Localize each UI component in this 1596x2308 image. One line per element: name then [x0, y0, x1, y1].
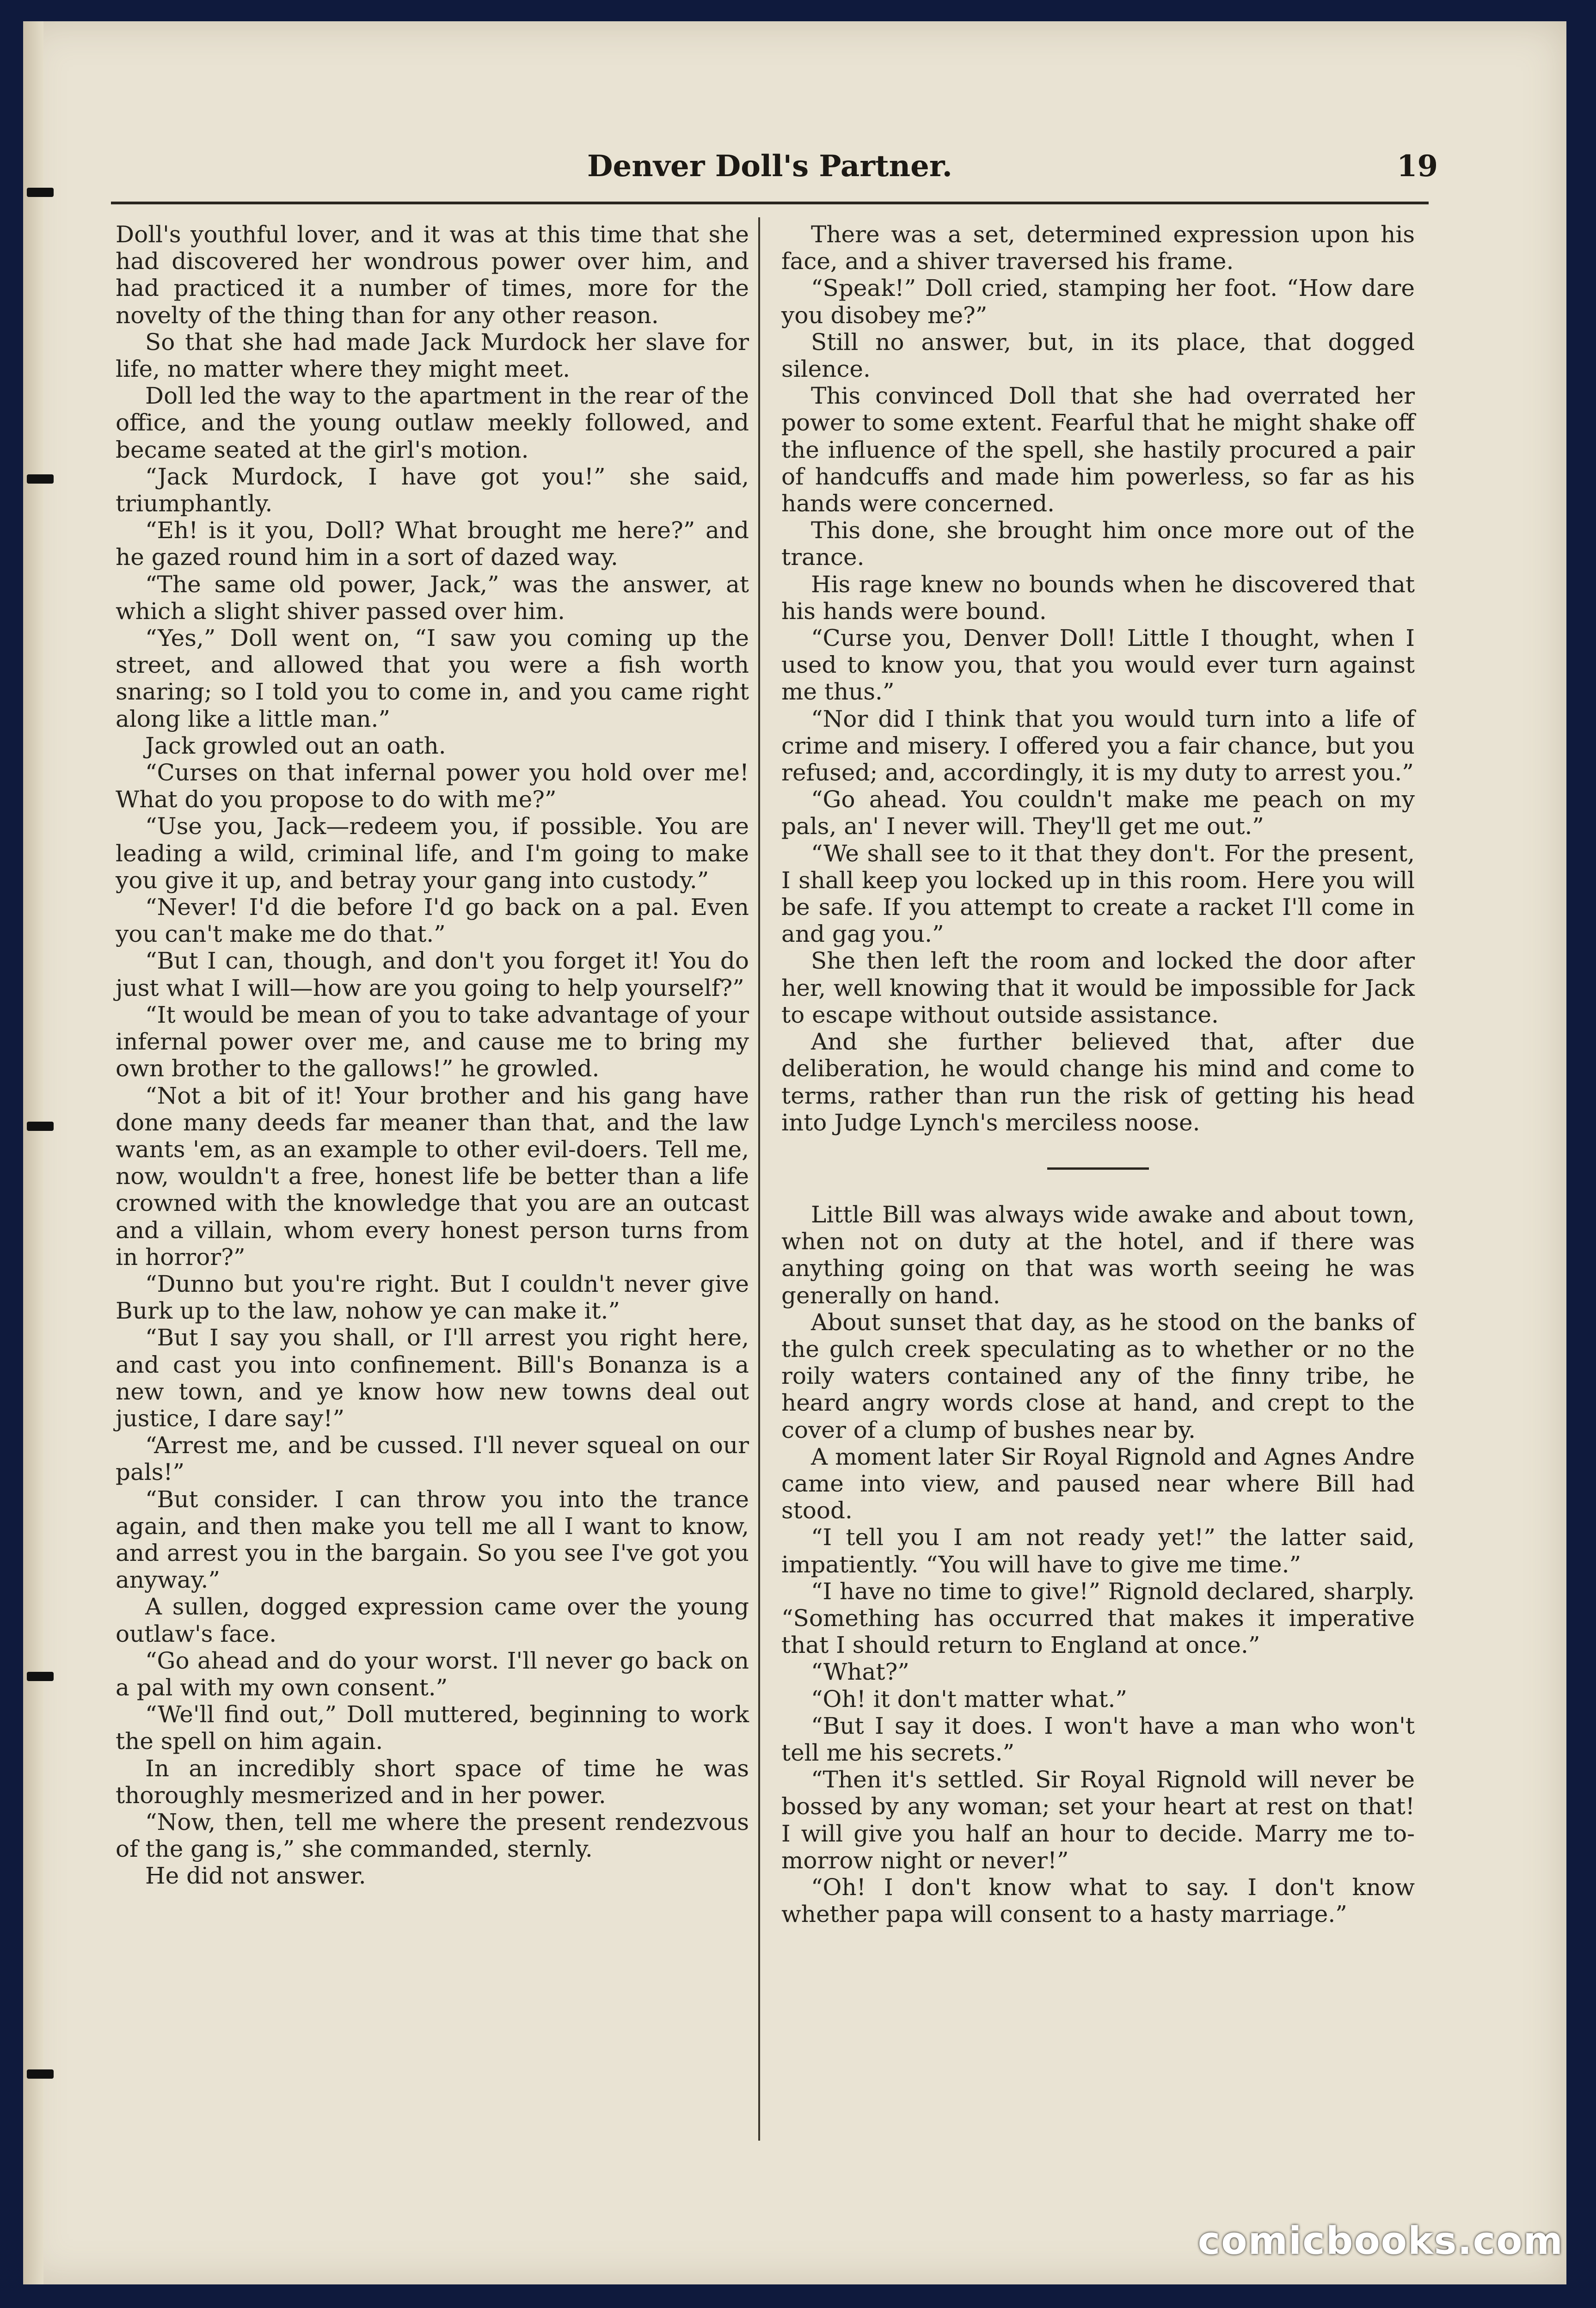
- binding-stitch: [27, 474, 54, 484]
- paragraph: “Not a bit of it! Your brother and his gang have done many deeds far meaner than that, and the law wants 'em, as an example to other evil-doers. Tell me, now, wouldn't a free, honest life be better than a life crowned with the knowledge that you are an outcast and a villain, whom every honest person turns from in horror?”: [116, 1082, 749, 1271]
- paragraph: His rage knew no bounds when he discovered that his hands were bound.: [781, 571, 1415, 625]
- watermark: comicbooks.com: [1197, 2219, 1564, 2263]
- paragraph: “I tell you I am not ready yet!” the latter said, impatiently. “You will have to give me time.”: [781, 1524, 1415, 1578]
- paragraph: “Curse you, Denver Doll! Little I thought, when I used to know you, that you would ever turn against me thus.”: [781, 625, 1415, 706]
- paragraph: Jack growled out an oath.: [145, 732, 446, 759]
- page-spine: [23, 21, 43, 2284]
- paragraph: Little Bill was always wide awake and about town, when not on duty at the hotel, and if there was anything going on that was worth seeing he was generally on hand.: [781, 1201, 1415, 1309]
- paragraph: “It would be mean of you to take advantage of your infernal power over me, and cause me to bring my own brother to the gallows!” he growled.: [116, 1001, 749, 1082]
- paragraph: “But I say it does. I won't have a man who won't tell me his secrets.”: [781, 1712, 1415, 1766]
- paragraph: “Now, then, tell me where the present rendezvous of the gang is,” she commanded, sternly.: [116, 1808, 749, 1863]
- paragraph: “But consider. I can throw you into the trance again, and then make you tell me all I want to know, and arrest you in the bargain. So you see I've got you anyway.”: [116, 1485, 749, 1594]
- paragraph: There was a set, determined expression upon his face, and a shiver traversed his frame.: [781, 221, 1415, 275]
- left-column: [116, 221, 749, 1890]
- binding-stitch: [27, 2069, 54, 2079]
- header-rule: [111, 202, 1429, 204]
- paragraph: “Dunno but you're right. But I couldn't never give Burk up to the law, nohow ye can make it.”: [116, 1270, 749, 1325]
- paragraph: “Nor did I think that you would turn into a life of crime and misery. I offered you a fair chance, but you refused; and, accordingly, it is my duty to arrest you.”: [781, 705, 1415, 786]
- binding-stitch: [27, 1122, 54, 1131]
- paragraph: He did not answer.: [145, 1862, 366, 1890]
- paragraph: So that she had made Jack Murdock her slave for life, no matter where they might meet.: [116, 328, 749, 383]
- right-column-top: [781, 221, 1415, 1136]
- paragraph: “Use you, Jack—redeem you, if possible. You are leading a wild, criminal life, and I'm going to make you give it up, and betray your gang into custody.”: [116, 813, 749, 894]
- paragraph: “Yes,” Doll went on, “I saw you coming up the street, and allowed that you were a fish worth snaring; so I told you to come in, and you came right along like a little man.”: [116, 625, 749, 732]
- paragraph: “Eh! is it you, Doll? What brought me here?” and he gazed round him in a sort of dazed way.: [116, 517, 749, 571]
- paragraph: In an incredibly short space of time he was thoroughly mesmerized and in her power.: [116, 1755, 749, 1809]
- paragraph: “Go ahead and do your worst. I'll never go back on a pal with my own consent.”: [116, 1647, 749, 1701]
- paragraph: “We'll find out,” Doll muttered, beginning to work the spell on him again.: [116, 1701, 749, 1755]
- paragraph: “The same old power, Jack,” was the answer, at which a slight shiver passed over him.: [116, 571, 749, 625]
- paragraph: “I have no time to give!” Rignold declared, sharply. “Something has occurred that makes it imperative that I should return to England at once.”: [781, 1578, 1415, 1659]
- paragraph: Doll's youthful lover, and it was at this time that she had discovered her wondrous power over him, and had practiced it a number of times, more for the novelty of the thing than for any other reason.: [116, 221, 749, 329]
- paragraph: This done, she brought him once more out of the trance.: [781, 517, 1415, 571]
- paragraph: Doll led the way to the apartment in the rear of the office, and the young outlaw meekly followed, and became seated at the girl's motion.: [116, 382, 749, 463]
- paragraph: “We shall see to it that they don't. For the present, I shall keep you locked up in this room. Here you will be safe. If you attempt to create a racket I'll come in and gag you.”: [781, 840, 1415, 948]
- paragraph: “Jack Murdock, I have got you!” she said, triumphantly.: [116, 463, 749, 517]
- paragraph: “Curses on that infernal power you hold over me! What do you propose to do with me?”: [116, 759, 749, 813]
- right-column: [781, 221, 1415, 1927]
- paragraph: A moment later Sir Royal Rignold and Agnes Andre came into view, and paused near where Bill had stood.: [781, 1443, 1415, 1524]
- paragraph: “Arrest me, and be cussed. I'll never squeal on our pals!”: [116, 1432, 749, 1486]
- paragraph: This convinced Doll that she had overrated her power to some extent. Fearful that he might shake off the influence of the spell, she hastily procured a pair of handcuffs and made him powerless, so far as his hands were concerned.: [781, 382, 1415, 517]
- paragraph: “Oh! I don't know what to say. I don't know whether papa will consent to a hasty marriage.”: [781, 1873, 1415, 1928]
- paragraph: “Go ahead. You couldn't make me peach on my pals, an' I never will. They'll get me out.”: [781, 786, 1415, 840]
- paragraph: “Never! I'd die before I'd go back on a pal. Even you can't make me do that.”: [116, 894, 749, 948]
- paragraph: “Oh! it don't matter what.”: [811, 1685, 1127, 1713]
- binding-stitch: [27, 1672, 54, 1681]
- paragraph: About sunset that day, as he stood on the banks of the gulch creek speculating as to whether or no the roily waters contained any of the finny tribe, he heard angry words close at hand, and crept to the cover of a clump of bushes near by.: [781, 1308, 1415, 1443]
- section-break-rule: [1047, 1167, 1149, 1170]
- paragraph: Still no answer, but, in its place, that dogged silence.: [781, 328, 1415, 383]
- column-divider: [758, 217, 760, 2141]
- paragraph: She then left the room and locked the door after her, well knowing that it would be impossible for Jack to escape without outside assistance.: [781, 947, 1415, 1028]
- paragraph: A sullen, dogged expression came over the young outlaw's face.: [116, 1593, 749, 1647]
- binding-stitch: [27, 188, 54, 197]
- running-header: [102, 142, 1438, 198]
- right-column-bottom: [781, 1201, 1415, 1927]
- paragraph: “What?”: [811, 1658, 909, 1686]
- paragraph: And she further believed that, after due deliberation, he would change his mind and come to terms, rather than run the risk of getting his head into Judge Lynch's merciless noose.: [781, 1028, 1415, 1136]
- running-title: Denver Doll's Partner.: [587, 149, 952, 184]
- paragraph: “Then it's settled. Sir Royal Rignold will never be bossed by any woman; set your heart at rest on that! I will give you half an hour to decide. Marry me to-morrow night or never!”: [781, 1766, 1415, 1874]
- paragraph: “But I can, though, and don't you forget it! You do just what I will—how are you going to help yourself?”: [116, 947, 749, 1001]
- paragraph: “But I say you shall, or I'll arrest you right here, and cast you into confinement. Bill's Bonanza is a new town, and ye know how new towns deal out justice, I dare say!”: [116, 1324, 749, 1432]
- page-number: 19: [1396, 149, 1438, 184]
- paragraph: “Speak!” Doll cried, stamping her foot. “How dare you disobey me?”: [781, 275, 1415, 329]
